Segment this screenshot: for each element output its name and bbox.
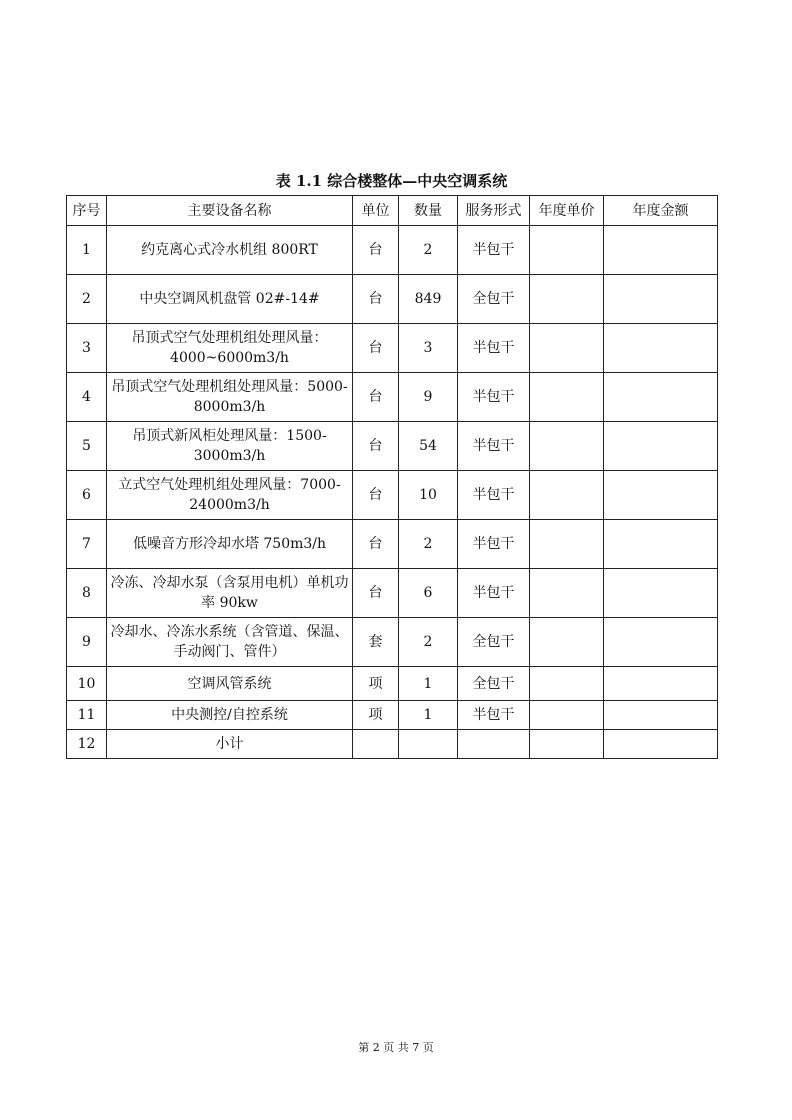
cell-price	[530, 324, 604, 373]
cell-qty: 10	[399, 471, 458, 520]
cell-no: 12	[67, 730, 107, 759]
cell-qty: 2	[399, 618, 458, 667]
cell-unit: 台	[353, 275, 399, 324]
cell-name: 冷冻、冷却水泵（含泵用电机）单机功率 90kw	[107, 569, 353, 618]
cell-service	[458, 730, 530, 759]
cell-unit: 台	[353, 226, 399, 275]
table-row	[67, 373, 718, 422]
cell-price	[530, 226, 604, 275]
cell-qty: 849	[399, 275, 458, 324]
cell-amount	[604, 471, 718, 520]
table-row	[67, 324, 718, 373]
cell-no: 6	[67, 471, 107, 520]
cell-name: 空调风管系统	[107, 667, 353, 701]
cell-amount	[604, 618, 718, 667]
cell-price	[530, 422, 604, 471]
cell-name: 小计	[107, 730, 353, 759]
table-row	[67, 701, 718, 730]
cell-qty: 2	[399, 226, 458, 275]
cell-unit: 台	[353, 373, 399, 422]
cell-price	[530, 618, 604, 667]
cell-no: 8	[67, 569, 107, 618]
page-footer: 第 2 页 共 7 页	[358, 1041, 434, 1054]
table-row	[67, 730, 718, 759]
cell-service: 半包干	[458, 422, 530, 471]
cell-name: 低噪音方形冷却水塔 750m3/h	[107, 520, 353, 569]
cell-no: 7	[67, 520, 107, 569]
cell-price	[530, 520, 604, 569]
cell-unit: 套	[353, 618, 399, 667]
cell-qty: 9	[399, 373, 458, 422]
table-row	[67, 667, 718, 701]
cell-price	[530, 667, 604, 701]
table-row	[67, 618, 718, 667]
col-header-amount: 年度金额	[604, 196, 718, 226]
cell-price	[530, 373, 604, 422]
cell-amount	[604, 667, 718, 701]
cell-price	[530, 701, 604, 730]
table-title: 表 1.1 综合楼整体—中央空调系统	[275, 172, 508, 190]
cell-qty: 1	[399, 667, 458, 701]
cell-name: 吊顶式空气处理机组处理风量：5000-8000m3/h	[107, 373, 353, 422]
cell-unit: 项	[353, 701, 399, 730]
cell-service: 半包干	[458, 226, 530, 275]
table-row	[67, 226, 718, 275]
cell-service: 半包干	[458, 471, 530, 520]
table-row	[67, 422, 718, 471]
col-header-qty: 数量	[399, 196, 458, 226]
cell-service: 半包干	[458, 569, 530, 618]
cell-name: 吊顶式空气处理机组处理风量：4000~6000m3/h	[107, 324, 353, 373]
col-header-price: 年度单价	[530, 196, 604, 226]
cell-no: 3	[67, 324, 107, 373]
cell-amount	[604, 226, 718, 275]
cell-amount	[604, 422, 718, 471]
cell-qty: 3	[399, 324, 458, 373]
cell-no: 2	[67, 275, 107, 324]
cell-amount	[604, 520, 718, 569]
cell-unit: 台	[353, 471, 399, 520]
cell-name: 中央测控/自控系统	[107, 701, 353, 730]
cell-service: 半包干	[458, 701, 530, 730]
table-row	[67, 471, 718, 520]
cell-service: 半包干	[458, 520, 530, 569]
col-header-no: 序号	[67, 196, 107, 226]
cell-no: 5	[67, 422, 107, 471]
cell-unit: 台	[353, 569, 399, 618]
cell-amount	[604, 275, 718, 324]
cell-amount	[604, 324, 718, 373]
cell-name: 约克离心式冷水机组 800RT	[107, 226, 353, 275]
cell-service: 半包干	[458, 324, 530, 373]
cell-name: 冷却水、冷冻水系统（含管道、保温、手动阀门、管件）	[107, 618, 353, 667]
cell-name: 立式空气处理机组处理风量：7000-24000m3/h	[107, 471, 353, 520]
cell-qty: 2	[399, 520, 458, 569]
cell-service: 全包干	[458, 275, 530, 324]
cell-unit: 台	[353, 324, 399, 373]
col-header-name: 主要设备名称	[107, 196, 353, 226]
cell-qty: 54	[399, 422, 458, 471]
col-header-service: 服务形式	[458, 196, 530, 226]
cell-no: 10	[67, 667, 107, 701]
cell-unit: 台	[353, 520, 399, 569]
cell-amount	[604, 569, 718, 618]
cell-unit: 台	[353, 422, 399, 471]
cell-amount	[604, 373, 718, 422]
cell-qty: 1	[399, 701, 458, 730]
table-row	[67, 275, 718, 324]
cell-no: 4	[67, 373, 107, 422]
cell-qty: 6	[399, 569, 458, 618]
cell-no: 11	[67, 701, 107, 730]
cell-amount	[604, 701, 718, 730]
cell-no: 1	[67, 226, 107, 275]
cell-service: 半包干	[458, 373, 530, 422]
cell-service: 全包干	[458, 618, 530, 667]
cell-service: 全包干	[458, 667, 530, 701]
cell-price	[530, 471, 604, 520]
cell-amount	[604, 730, 718, 759]
cell-unit	[353, 730, 399, 759]
col-header-unit: 单位	[353, 196, 399, 226]
equipment-table	[66, 195, 718, 759]
cell-name: 吊顶式新风柜处理风量：1500-3000m3/h	[107, 422, 353, 471]
cell-qty	[399, 730, 458, 759]
cell-price	[530, 275, 604, 324]
cell-price	[530, 569, 604, 618]
cell-price	[530, 730, 604, 759]
table-row	[67, 520, 718, 569]
table-row	[67, 569, 718, 618]
cell-name: 中央空调风机盘管 02#-14#	[107, 275, 353, 324]
cell-no: 9	[67, 618, 107, 667]
cell-unit: 项	[353, 667, 399, 701]
table-header-row	[67, 196, 718, 226]
